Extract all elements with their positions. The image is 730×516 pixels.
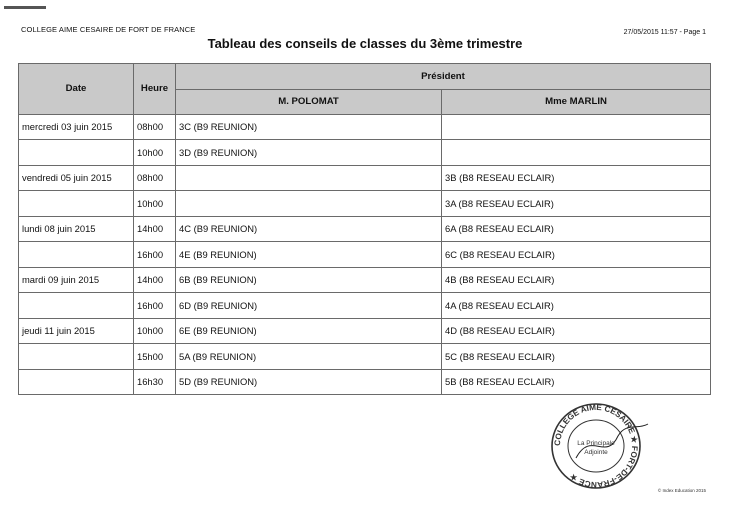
school-stamp (536, 400, 656, 492)
cell-marlin: 4A (B8 RESEAU ECLAIR) (442, 293, 711, 319)
table-row (19, 216, 711, 242)
cell-marlin: 4D (B8 RESEAU ECLAIR) (442, 318, 711, 344)
table-row (19, 344, 711, 370)
cell-polomat: 3C (B9 REUNION) (176, 114, 442, 140)
cell-time: 14h00 (134, 216, 176, 242)
header-row (19, 64, 711, 90)
page-title: Tableau des conseils de classes du 3ème trimestre (207, 36, 523, 51)
table-row (19, 293, 711, 319)
page-info: 27/05/2015 11:57 - Page 1 (623, 29, 706, 36)
cell-polomat: 3D (B9 REUNION) (176, 140, 442, 166)
cell-date: lundi 08 juin 2015 (19, 216, 134, 242)
cell-time: 16h00 (134, 242, 176, 268)
cell-polomat: 5A (B9 REUNION) (176, 344, 442, 370)
col-header-date: Date (19, 64, 134, 115)
cell-time: 15h00 (134, 344, 176, 370)
cell-marlin: 6C (B8 RESEAU ECLAIR) (442, 242, 711, 268)
school-name: COLLEGE AIME CESAIRE DE FORT DE FRANCE (21, 25, 196, 34)
col-header-president: Président (176, 64, 711, 90)
cell-marlin: 3B (B8 RESEAU ECLAIR) (442, 165, 711, 191)
cell-time: 10h00 (134, 191, 176, 217)
footer-copyright: © Index Education 2015 (657, 488, 706, 493)
cell-marlin (442, 140, 711, 166)
cell-polomat (176, 165, 442, 191)
cell-time: 16h00 (134, 293, 176, 319)
table-row (19, 165, 711, 191)
schedule-table (18, 63, 711, 395)
cell-marlin: 5B (B8 RESEAU ECLAIR) (442, 369, 711, 395)
cell-date: mercredi 03 juin 2015 (19, 114, 134, 140)
scan-mark (4, 6, 46, 9)
cell-marlin: 6A (B8 RESEAU ECLAIR) (442, 216, 711, 242)
col-header-marlin: Mme MARLIN (442, 89, 711, 114)
cell-polomat: 4C (B9 REUNION) (176, 216, 442, 242)
cell-date (19, 344, 134, 370)
cell-time: 10h00 (134, 318, 176, 344)
cell-polomat: 4E (B9 REUNION) (176, 242, 442, 268)
cell-polomat (176, 191, 442, 217)
cell-polomat: 6B (B9 REUNION) (176, 267, 442, 293)
col-header-time: Heure (134, 64, 176, 115)
cell-time: 16h30 (134, 369, 176, 395)
table-row (19, 242, 711, 268)
table-row (19, 318, 711, 344)
table-row (19, 191, 711, 217)
cell-date (19, 140, 134, 166)
cell-date (19, 369, 134, 395)
cell-polomat: 6E (B9 REUNION) (176, 318, 442, 344)
cell-time: 10h00 (134, 140, 176, 166)
cell-time: 08h00 (134, 165, 176, 191)
col-header-polomat: M. POLOMAT (176, 89, 442, 114)
cell-date (19, 242, 134, 268)
cell-polomat: 5D (B9 REUNION) (176, 369, 442, 395)
cell-polomat: 6D (B9 REUNION) (176, 293, 442, 319)
table-row (19, 114, 711, 140)
cell-date: vendredi 05 juin 2015 (19, 165, 134, 191)
stamp-ring-text: COLLEGE AIME CESAIRE ★ FORT-DE-FRANCE ★ (552, 402, 640, 490)
table-row (19, 369, 711, 395)
cell-time: 08h00 (134, 114, 176, 140)
cell-date: mardi 09 juin 2015 (19, 267, 134, 293)
cell-marlin (442, 114, 711, 140)
cell-date (19, 191, 134, 217)
table-row (19, 267, 711, 293)
cell-date: jeudi 11 juin 2015 (19, 318, 134, 344)
cell-marlin: 4B (B8 RESEAU ECLAIR) (442, 267, 711, 293)
cell-marlin: 3A (B8 RESEAU ECLAIR) (442, 191, 711, 217)
stamp-line-1: La Principale (577, 440, 615, 447)
cell-time: 14h00 (134, 267, 176, 293)
cell-date (19, 293, 134, 319)
table-row (19, 140, 711, 166)
cell-marlin: 5C (B8 RESEAU ECLAIR) (442, 344, 711, 370)
stamp-line-2: Adjointe (584, 449, 608, 456)
